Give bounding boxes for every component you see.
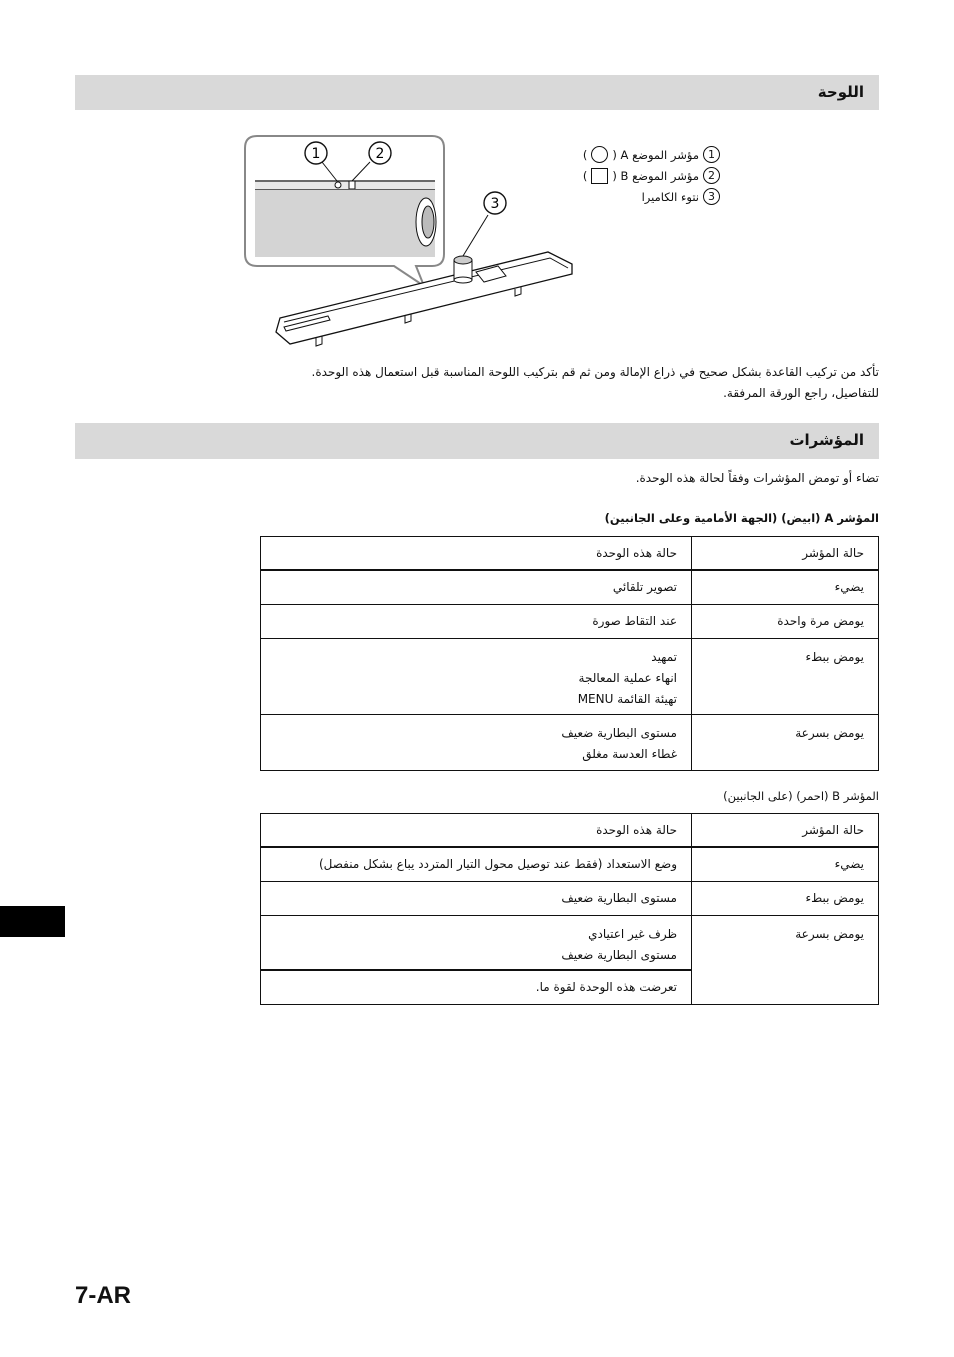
legend-text: نتوء الكاميرا: [641, 189, 699, 204]
header-state: حالة المؤشر: [692, 814, 879, 848]
legend-text: مؤشر الموضع B (: [612, 168, 699, 183]
table-row: [261, 714, 879, 770]
legend-number: 1: [703, 146, 720, 163]
table-header-row: [261, 537, 879, 571]
svg-text:1: 1: [311, 146, 321, 162]
row-state: يومض مرة واحدة: [777, 613, 864, 628]
legend-number: 3: [703, 188, 720, 205]
row-state: يومض ببطء: [805, 890, 864, 905]
row-condition: عند التقاط صورة: [592, 613, 677, 628]
callout-number-3: [484, 192, 506, 214]
legend-text: مؤشر الموضع A (: [612, 147, 699, 162]
row-condition: تهيئة القائمة MENU: [577, 691, 677, 706]
language-tab-marker: [0, 906, 65, 937]
illustration-legend: [560, 144, 720, 207]
legend-number: 2: [703, 167, 720, 184]
svg-text:2: 2: [375, 146, 385, 162]
table-header-row: [261, 814, 879, 848]
row-state: يضيء: [834, 857, 864, 871]
table-a-caption: المؤشر A (ابيض) (الجهة الأمامية وعلى الجانبين): [604, 511, 879, 525]
indicator-a-detail: [335, 182, 341, 188]
indicators-intro: تضاء أو تومض المؤشرات وفقاً لحالة هذه الوحدة.: [635, 471, 879, 485]
section-header-indicators: [75, 423, 879, 459]
instruction-line: للتفاصيل، راجع الورقة المرفقة.: [723, 386, 879, 400]
indicator-a-table: [260, 536, 879, 771]
table-row: [261, 915, 879, 970]
legend-item: [560, 186, 720, 207]
table-row: [261, 570, 879, 604]
legend-close: ): [582, 168, 588, 183]
table-row: [261, 638, 879, 714]
circle-symbol-icon: [591, 146, 608, 163]
svg-text:3: 3: [490, 196, 500, 212]
header-unit: حالة هذه الوحدة: [261, 537, 692, 571]
row-condition: تمهيد: [651, 649, 677, 664]
panel-illustration: [0, 0, 954, 360]
callout-number-2: [369, 142, 391, 164]
header-unit: حالة هذه الوحدة: [261, 814, 692, 848]
row-condition: تعرضت هذه الوحدة لقوة ما.: [535, 980, 677, 994]
legend-item: [560, 165, 720, 186]
instruction-line: تأكد من تركيب القاعدة بشكل صحيح في ذراع الإمالة ومن ثم قم بتركيب اللوحة المناسبة قبل استعمال هذه الوحدة.: [311, 365, 879, 379]
legend-close: ): [582, 147, 588, 162]
row-condition: مستوى البطارية ضعيف: [561, 947, 677, 962]
row-state: يومض ببطء: [805, 649, 864, 664]
square-symbol-icon: [591, 168, 608, 184]
page-number: 7-AR: [75, 1282, 132, 1309]
section-title-indicators: المؤشرات: [789, 431, 864, 449]
row-state: يضيء: [834, 580, 864, 594]
row-condition: تصوير تلقائي: [612, 580, 677, 594]
table-b-caption: المؤشر B (احمر) (على الجانبين): [723, 789, 879, 803]
indicator-b-detail: [349, 181, 355, 189]
row-condition: غطاء العدسة مغلق: [582, 746, 677, 761]
row-state: يومض بسرعة: [795, 926, 864, 941]
table-row: [261, 847, 879, 881]
section-title-panel: اللوحة: [817, 83, 864, 101]
instructions: [79, 362, 879, 404]
row-condition: مستوى البطارية ضعيف: [561, 725, 677, 740]
table-row: [261, 881, 879, 915]
row-condition: انهاء عملية المعالجة: [578, 670, 677, 685]
indicator-b-table: [260, 813, 879, 1005]
header-state: حالة المؤشر: [692, 537, 879, 571]
row-condition: ظرف غير اعتيادي: [588, 926, 677, 941]
callout-number-1: [305, 142, 327, 164]
table-row: [261, 604, 879, 638]
legend-item: [560, 144, 720, 165]
row-condition: وضع الاستعداد (فقط عند توصيل محول التيار المتردد يباع بشكل منفصل): [319, 857, 677, 871]
row-condition: مستوى البطارية ضعيف: [561, 890, 677, 905]
row-state: يومض بسرعة: [795, 725, 864, 740]
